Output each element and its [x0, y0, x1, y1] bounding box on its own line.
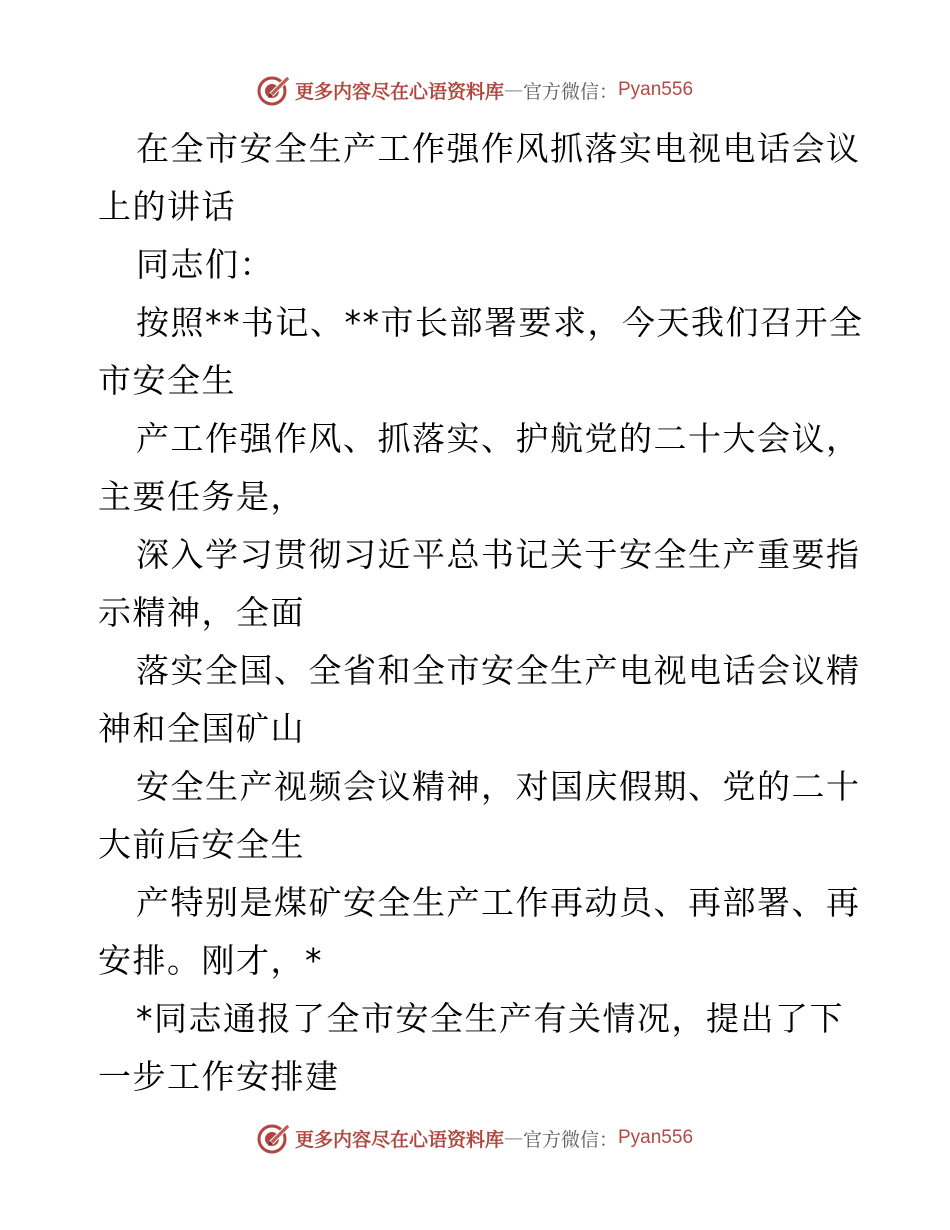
document-line: 按照**书记、**市长部署要求，今天我们召开全	[136, 303, 864, 342]
banner-main-text: 更多内容尽在心语资料库	[294, 80, 504, 103]
document-line: 神和全国矿山	[98, 709, 305, 748]
banner-wechat-label: 官方微信：	[522, 1128, 618, 1151]
footer-banner	[0, 1118, 950, 1158]
document-line: 同志们：	[136, 245, 274, 284]
document-line: 市安全生	[98, 361, 236, 400]
banner-separator: —	[503, 1127, 523, 1149]
banner-separator: —	[503, 79, 523, 101]
document-line: 产工作强作风、抓落实、护航党的二十大会议，	[136, 419, 861, 458]
document-line: 产特别是煤矿安全生产工作再动员、再部署、再	[136, 883, 861, 922]
pen-seal-icon	[257, 1121, 291, 1155]
document-line: 安排。刚才，*	[98, 941, 323, 980]
document-line: 安全生产视频会议精神，对国庆假期、党的二十	[136, 767, 861, 806]
document-line: 在全市安全生产工作强作风抓落实电视电话会议	[136, 129, 861, 168]
document-line: *同志通报了全市安全生产有关情况，提出了下	[136, 999, 844, 1038]
pen-seal-icon	[257, 73, 291, 107]
banner-main-text: 更多内容尽在心语资料库	[294, 1128, 504, 1151]
document-line: 主要任务是，	[98, 477, 305, 516]
document-line: 上的讲话	[98, 187, 236, 226]
document-line: 落实全国、全省和全市安全生产电视电话会议精	[136, 651, 861, 690]
document-line: 示精神，全面	[98, 593, 305, 632]
banner-wechat-id: Pyan556	[618, 79, 694, 100]
banner-wechat-id: Pyan556	[618, 1127, 694, 1148]
banner-wechat-label: 官方微信：	[522, 80, 618, 103]
document-body	[98, 120, 864, 1106]
header-banner	[0, 70, 950, 110]
document-line: 一步工作安排建	[98, 1057, 340, 1096]
document-line: 深入学习贯彻习近平总书记关于安全生产重要指	[136, 535, 861, 574]
document-line: 大前后安全生	[98, 825, 305, 864]
